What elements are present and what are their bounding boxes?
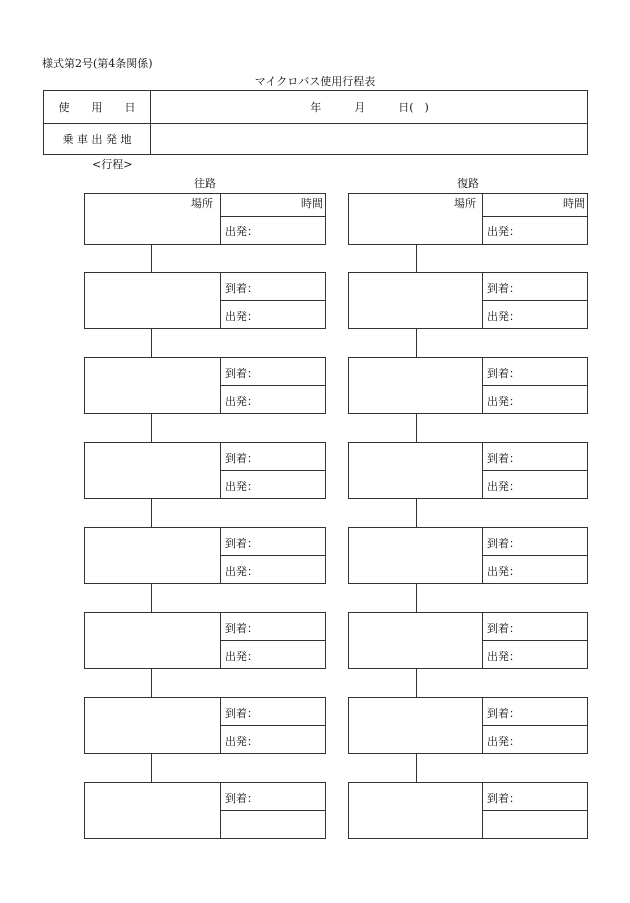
- outbound-stop-block: [84, 527, 326, 584]
- return-arrive-label: 到着：: [487, 622, 520, 635]
- return-stop-block: [348, 272, 588, 329]
- return-stop-block: [348, 442, 588, 499]
- return-arrive-label: 到着：: [487, 367, 520, 380]
- return-depart-label: 出発：: [487, 650, 520, 663]
- return-connector: [416, 245, 417, 272]
- return-connector: [416, 499, 417, 527]
- block-divider-h: [482, 640, 587, 641]
- return-arrive-label: 到着：: [487, 452, 520, 465]
- outbound-connector: [151, 329, 152, 357]
- outbound-stop-block: [84, 697, 326, 754]
- return-depart-label: 出発：: [487, 735, 520, 748]
- return-stop-block: [348, 697, 588, 754]
- outbound-stop-block: [84, 357, 326, 414]
- block-divider-h: [220, 640, 325, 641]
- outbound-arrive-label: 到着：: [225, 367, 258, 380]
- form-number: 様式第2号(第4条関係): [42, 57, 153, 70]
- return-depart-label: 出発：: [487, 310, 520, 323]
- block-divider-h: [482, 725, 587, 726]
- return-depart-label: 出発：: [487, 225, 520, 238]
- outbound-arrive-label: 到着：: [225, 622, 258, 635]
- return-title: 復路: [457, 177, 479, 190]
- block-divider-h: [220, 470, 325, 471]
- outbound-arrive-label: 到着：: [225, 792, 258, 805]
- outbound-connector: [151, 669, 152, 697]
- block-divider-h: [482, 555, 587, 556]
- return-final-block: [348, 782, 588, 839]
- outbound-depart-label: 出発：: [225, 565, 258, 578]
- return-arrive-label: 到着：: [487, 707, 520, 720]
- return-connector: [416, 669, 417, 697]
- block-divider-h: [220, 300, 325, 301]
- outbound-connector: [151, 499, 152, 527]
- outbound-title: 往路: [194, 177, 216, 190]
- return-depart-label: 出発：: [487, 395, 520, 408]
- header-table: [43, 90, 588, 155]
- outbound-place-header: 場所: [191, 197, 213, 210]
- block-divider-h: [482, 300, 587, 301]
- departure-place-label: 乗 車 出 発 地: [62, 133, 132, 146]
- block-divider-h: [220, 216, 325, 217]
- usage-date-field[interactable]: 年 月 日( ): [310, 101, 429, 114]
- outbound-depart-label: 出発：: [225, 650, 258, 663]
- return-stop-block: [348, 357, 588, 414]
- outbound-depart-label: 出発：: [225, 735, 258, 748]
- outbound-start-block: [84, 193, 326, 245]
- page-title: マイクロバス使用行程表: [254, 75, 376, 88]
- header-table-divider: [44, 123, 587, 124]
- return-connector: [416, 414, 417, 442]
- return-depart-label: 出発：: [487, 565, 520, 578]
- block-divider-h: [220, 385, 325, 386]
- outbound-depart-label: 出発：: [225, 310, 258, 323]
- outbound-connector: [151, 245, 152, 272]
- outbound-stop-block: [84, 442, 326, 499]
- return-connector: [416, 754, 417, 782]
- outbound-arrive-label: 到着：: [225, 282, 258, 295]
- return-arrive-label: 到着：: [487, 282, 520, 295]
- outbound-connector: [151, 584, 152, 612]
- itinerary-label: <行程>: [92, 158, 133, 171]
- outbound-depart-label: 出発：: [225, 225, 258, 238]
- return-place-header: 場所: [454, 197, 476, 210]
- block-divider-h: [482, 810, 587, 811]
- return-arrive-label: 到着：: [487, 792, 520, 805]
- outbound-arrive-label: 到着：: [225, 707, 258, 720]
- return-stop-block: [348, 527, 588, 584]
- block-divider-h: [220, 725, 325, 726]
- outbound-connector: [151, 754, 152, 782]
- return-stop-block: [348, 612, 588, 669]
- return-time-header: 時間: [563, 197, 585, 210]
- usage-date-label: 使 用 日: [58, 101, 136, 114]
- return-connector: [416, 584, 417, 612]
- return-connector: [416, 329, 417, 357]
- outbound-depart-label: 出発：: [225, 480, 258, 493]
- outbound-stop-block: [84, 272, 326, 329]
- outbound-connector: [151, 414, 152, 442]
- block-divider-h: [220, 810, 325, 811]
- outbound-arrive-label: 到着：: [225, 452, 258, 465]
- return-arrive-label: 到着：: [487, 537, 520, 550]
- block-divider-h: [482, 216, 587, 217]
- outbound-depart-label: 出発：: [225, 395, 258, 408]
- outbound-final-block: [84, 782, 326, 839]
- outbound-stop-block: [84, 612, 326, 669]
- block-divider-h: [220, 555, 325, 556]
- block-divider-h: [482, 385, 587, 386]
- block-divider-h: [482, 470, 587, 471]
- return-start-block: [348, 193, 588, 245]
- header-table-column-divider: [150, 91, 151, 154]
- outbound-time-header: 時間: [301, 197, 323, 210]
- outbound-arrive-label: 到着：: [225, 537, 258, 550]
- return-depart-label: 出発：: [487, 480, 520, 493]
